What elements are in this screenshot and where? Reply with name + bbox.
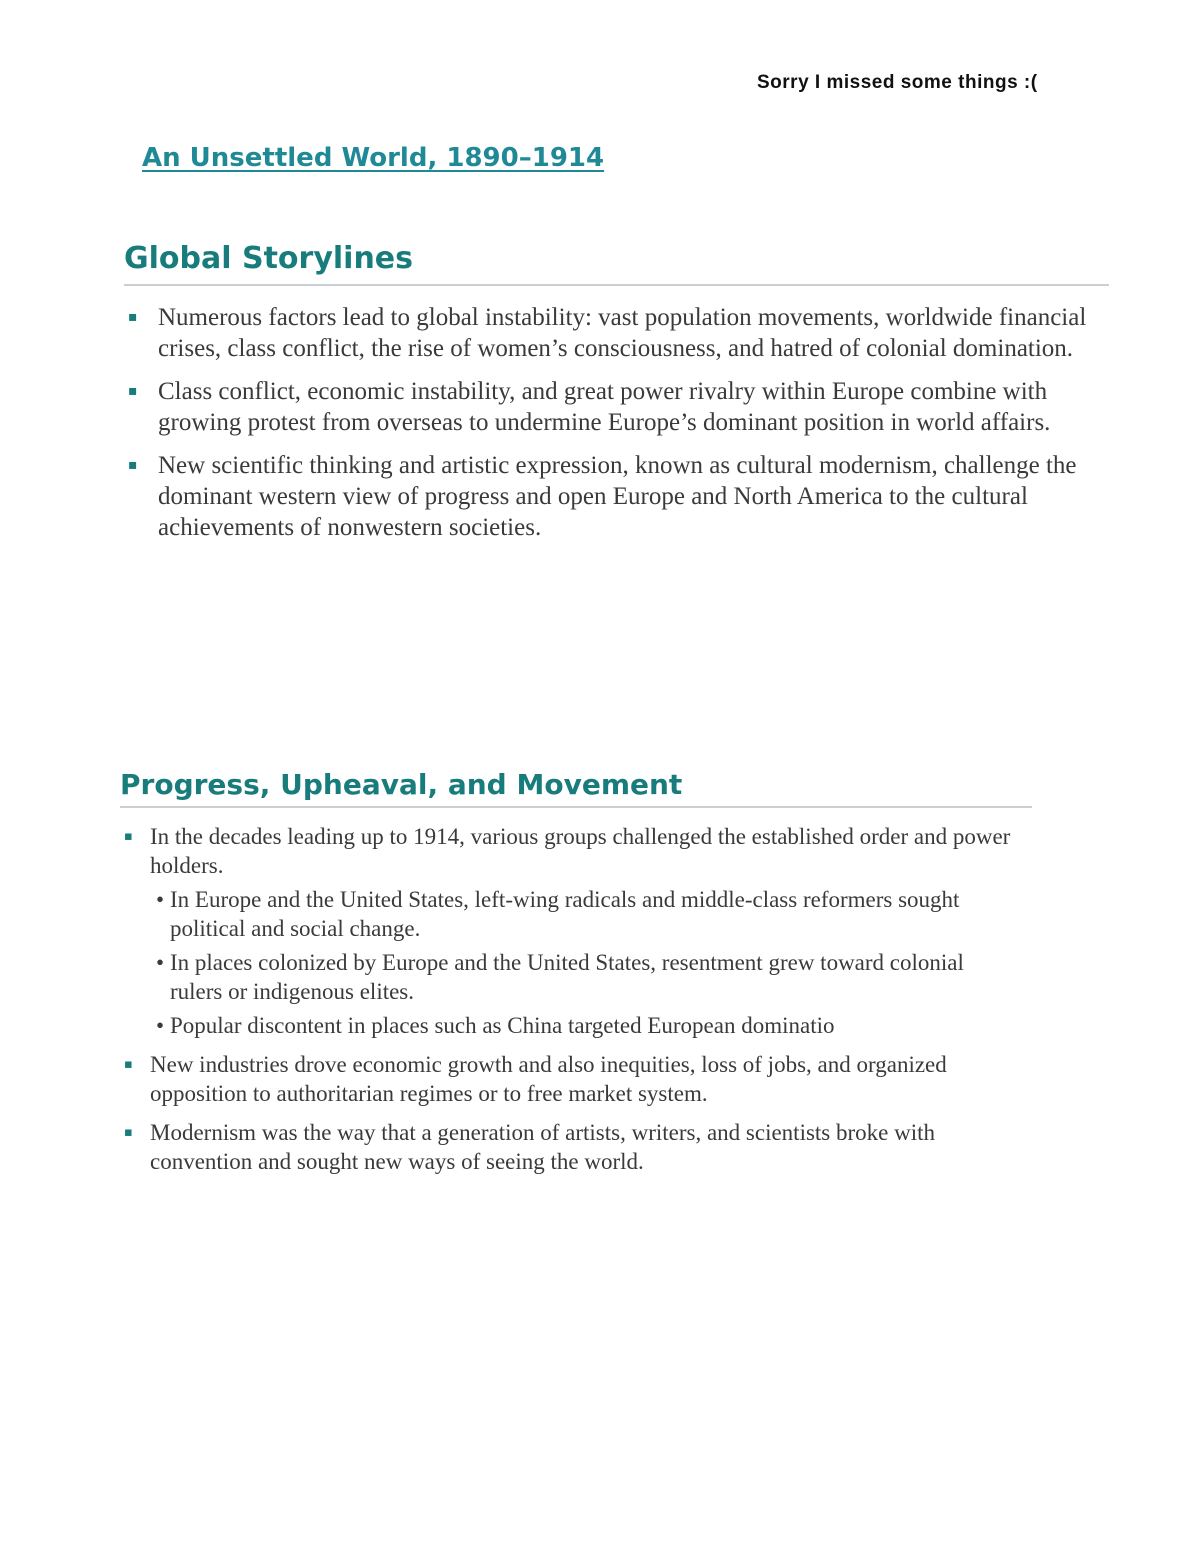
- heading-divider: [124, 284, 1109, 286]
- square-bullet-icon: ▪: [124, 1057, 133, 1072]
- square-bullet-icon: ▪: [124, 1125, 133, 1140]
- dot-bullet-icon: •: [156, 887, 165, 912]
- document-title: An Unsettled World, 1890–1914: [142, 143, 605, 173]
- sub-bullet-text: In places colonized by Europe and the United States, resentment grew toward colonial rulers or indigenous elites.: [170, 950, 964, 1004]
- sub-bullet-item: [120, 885, 1010, 943]
- sub-bullet-text: In Europe and the United States, left-wing radicals and middle-class reformers sought political and social change.: [170, 887, 960, 941]
- bullet-text: Modernism was the way that a generation of artists, writers, and scientists broke with convention and sought new ways of seeing the world.: [150, 1120, 936, 1174]
- square-bullet-icon: ▪: [128, 309, 138, 325]
- bullet-text: New industries drove economic growth and also inequities, loss of jobs, and organized opposition to authoritarian regimes or to free market system.: [150, 1052, 947, 1106]
- bullet-item: [120, 1050, 1025, 1108]
- bullet-list: [120, 822, 1040, 1176]
- bullet-item: [120, 822, 1025, 1040]
- bullet-text: Numerous factors lead to global instability: vast population movements, worldwide financial crises, class conflict, the rise of women’s consciousness, and hatred of colonial domination.: [158, 304, 1087, 362]
- sub-bullet-item: [120, 1011, 1010, 1040]
- bullet-item: [124, 376, 1103, 438]
- sub-bullet-list: [150, 885, 1025, 1040]
- square-bullet-icon: ▪: [128, 457, 138, 473]
- slide-global-storylines: [124, 236, 1114, 555]
- slide-heading: Progress, Upheaval, and Movement: [120, 768, 683, 801]
- sub-bullet-text: Popular discontent in places such as China targeted European dominatio: [170, 1013, 835, 1038]
- dot-bullet-icon: •: [156, 1013, 165, 1038]
- dot-bullet-icon: •: [156, 950, 165, 975]
- bullet-list: [124, 302, 1114, 543]
- square-bullet-icon: ▪: [124, 829, 133, 844]
- bullet-text: In the decades leading up to 1914, various groups challenged the established order and power holders.: [150, 824, 1011, 878]
- bullet-item: [124, 450, 1103, 543]
- sub-bullet-item: [120, 948, 1010, 1006]
- bullet-text: New scientific thinking and artistic expression, known as cultural modernism, challenge the dominant western view of progress and open Europe and North America to the cultural achievements of nonwestern societies.: [158, 452, 1077, 541]
- bullet-item: [120, 1118, 1025, 1176]
- bullet-item: [124, 302, 1103, 364]
- square-bullet-icon: ▪: [128, 383, 138, 399]
- slide-heading: Global Storylines: [124, 241, 413, 276]
- heading-divider: [120, 806, 1032, 808]
- note-text: Sorry I missed some things :(: [757, 72, 1038, 93]
- slide-progress-upheaval-movement: [120, 764, 1040, 1186]
- bullet-text: Class conflict, economic instability, and great power rivalry within Europe combine with growing protest from overseas to undermine Europe’s dominant position in world affairs.: [158, 378, 1051, 436]
